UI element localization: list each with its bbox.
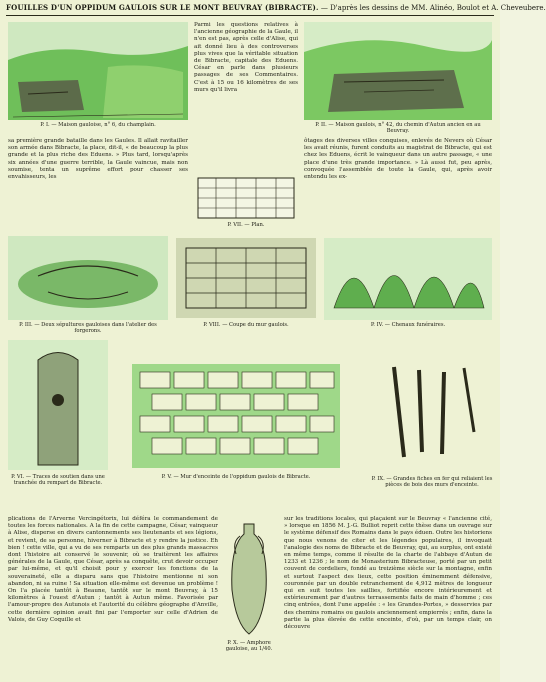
intro-paragraph: Parmi les questions relatives à l'ancienne géographie de la Gaule, il n'en est pas, après celle d'Alise, qui ait donné lieu à des controverses plus vives que la véritable situation de Bibracte, capitale des Eduens. César en parle dans plusieurs passages de ses Commentaires. C'est à 15 ou 16 kilomètres de ses murs qu'il livra — [194, 22, 298, 93]
bottom-right-paragraph: sur les traditions locales, qui plaçaient sur le Beuvray « l'ancienne cité, » lorsque en 1856 M. J.-G. Bulliot reprit cette thèse dans un ouvrage sur le système défensif des Romains dans le pays éduen. Outre les historiens que nous venons de citer et les légendes populaires, il invoquait l'analogie des noms de Bibracte et de Beuvray, qui, au surplus, ont existé en même temps, comme il résulte de la charte de l'abbaye d'Autun de 1233 et 1236 ; le nom de Monasterium Bibracteuse, porté par un petit couvent de cordeliers, fondé au treizième siècle sur la montagne, enfin et surtout l'aspect des lieux, cette position éminemment défensive, couronnée par un double retranchement de 4,912 mètres de longueur qui en suit toutes les saillies, fortifiée encore intérieurement et extérieurement par d'autres terrassements faits de main d'homme ; ces cinq entrées, dont l'une appelée : « les Grandes-Portes, » desservies par des chemins romains ou gaulois anciennement empierrés ; enfin, dans la partie la plus élevée de cette enceinte, d'où, par un temps clair, on découvre — [284, 516, 492, 631]
caption-p4: P. IV. — Chenaux funéraires. — [370, 322, 446, 328]
header-title: FOUILLES D'UN OPPIDUM GAULOIS SUR LE MONT BEUVRAY (BIBRACTE). — [6, 3, 319, 12]
caption-p3: P. III. — Deux sépultures gauloises dans l'atelier des forgerons. — [19, 322, 157, 335]
middle-left-paragraph: sa première grande bataille dans les Gaules. Il allait ravitailler son armée dans Bibracte, la place, dit-il, « de beaucoup la plus grande et la plus riche des Eduens. » Plus tard, lorsqu'après six années d'une guerre terrible, la Gaule vaincue, mais non soumise, tenta un suprême effort pour chasser ses envahisseurs, les — [8, 138, 188, 181]
caption-p1: P. I. — Maison gauloise, n° 6, du champlain. — [40, 122, 156, 128]
caption-p6: P. VI. — Traces de soutien dans une tranchée du rempart de Bibracte. — [11, 474, 105, 487]
middle-right-paragraph: ôtages des diverses villes conquises, enlevés de Nevers où César les avait réunis, furent conduits au magistrat de Bibracte, qui est chez les Eduens, écrit le vainqueur dans un autre passage, « une place d'une très grande importance. » Là aussi fut, peu après, convoquée l'assemblée de toute la Gaule, qui, après avoir entendu les ex- — [304, 138, 492, 181]
caption-p8: P. VIII. — Coupe du mur gaulois. — [203, 322, 289, 328]
caption-p2: P. II. — Maison gaulois, n° 42, du chemin d'Autun ancien en au Beuvray. — [315, 122, 481, 135]
figure-p10-amphora — [224, 520, 274, 638]
figure-p1-house-illustration — [8, 22, 188, 120]
figure-p4-funerary — [324, 238, 492, 320]
page-header — [6, 3, 546, 16]
caption-p10: P. X. — Amphore gauloise, au 1/40. — [225, 640, 273, 653]
figure-p6-trench — [8, 340, 108, 470]
caption-p5: P. V. — Mur d'enceinte de l'oppidum gaulois de Bibracte. — [161, 474, 311, 480]
figure-p5-enclosure-wall — [132, 364, 340, 468]
figure-p9-iron-spikes — [374, 362, 484, 462]
figure-p8-wall-section — [176, 238, 316, 318]
bottom-left-paragraph: plications de l'Arverne Vercingétorix, lui déféra le commandement de toutes les forces nationales. A la fin de cette campagne, César, vainqueur à Alise, disperse en divers cantonnements ses lieutenants et ses légions, et revient, de sa personne, hiverner à Bibracte et y rendre la justice. Eh bien ! cette ville, qui a vu de ses remparts un des plus grands massacres dont l'histoire ait conservé le souvenir, où se traitèrent les affaires générales de la Gaule, que César, après sa conquête, crut devoir occuper par lui-même, et qu'il choisit pour y exercer les fonctions de la souveraineté, elle a disparu sans que l'histoire mentionne ni son abandon, ni sa ruine ! Sa situation elle-même est devenue un problème ! On l'a placée tantôt à Beaune, tantôt sur le mont Beuvray, à 15 kilomètres à l'ouest d'Autun ; tantôt à Autun même. Favorisée par l'amour-propre des Autunois et l'autorité du célèbre géographe d'Anville, cette dernière opinion avait fini par l'emporter sur celle d'Adrien de Valois, de Guy Coquille et — [8, 516, 218, 623]
caption-p9: P. IX. — Grandes fiches en fer qui reliaient les pièces de bois des murs d'enceinte. — [371, 476, 493, 489]
figure-p7-plan — [196, 176, 296, 220]
figure-p3-burials — [8, 236, 168, 320]
figure-p2-house-illustration — [304, 22, 492, 120]
caption-p7: P. VII. — Plan. — [227, 222, 265, 228]
header-credit: — D'après les dessins de MM. Alinéo, Boulot et A. Cheveubere. — [320, 4, 546, 12]
